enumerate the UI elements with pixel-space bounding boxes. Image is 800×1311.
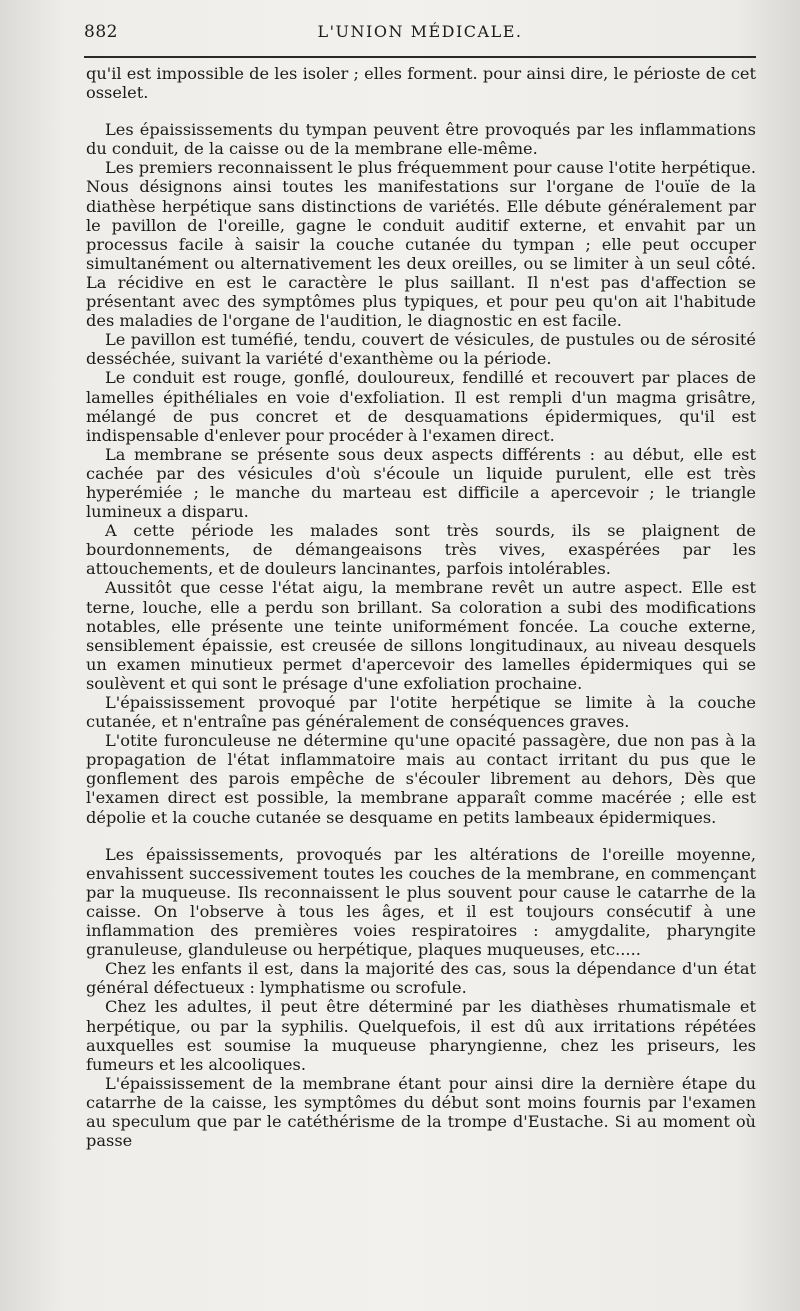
header-rule	[84, 56, 756, 58]
section-gap	[86, 102, 756, 120]
paragraph: L'épaississement provoqué par l'otite herpétique se limite à la couche cutanée, et n'entraîne pas généralement de conséquences graves.	[86, 693, 756, 732]
page-header	[84, 20, 756, 52]
paragraph: Le pavillon est tuméfié, tendu, couvert de vésicules, de pustules ou de sérosité desséchée, suivant la variété d'exanthème ou la période.	[86, 330, 756, 369]
paragraph: qu'il est impossible de les isoler ; elles forment. pour ainsi dire, le périoste de cet osselet.	[86, 64, 756, 103]
paragraph: Chez les enfants il est, dans la majorité des cas, sous la dépendance d'un état général défectueux : lymphatisme ou scrofule.	[86, 959, 756, 998]
paragraph: L'otite furonculeuse ne détermine qu'une opacité passagère, due non pas à la propagation de l'état inflammatoire mais au contact irritant du pus que le gonflement des parois empêche de s'écouler librement au dehors, Dès que l'examen direct est possible, la membrane apparaît comme macérée ; elle est dépolie et la couche cutanée se desquame en petits lambeaux épidermiques.	[86, 731, 756, 827]
paragraph: L'épaississement de la membrane étant pour ainsi dire la dernière étape du catarrhe de la caisse, les symptômes du début sont moins fournis par l'examen au speculum que par le catéthérisme de la trompe d'Eustache. Si au moment où passe	[86, 1073, 756, 1151]
paragraph: Le conduit est rouge, gonflé, douloureux, fendillé et recouvert par places de lamelles épithéliales en voie d'exfoliation. Il est rempli d'un magma grisâtre, mélangé de pus concret et de desquamations épidermiques, qu'il est indispensable d'enlever pour procéder à l'examen direct.	[86, 368, 756, 445]
paragraph: Les épaississements du tympan peuvent être provoqués par les inflammations du conduit, de la caisse ou de la membrane elle-même.	[86, 120, 756, 159]
page-number: 882	[84, 22, 118, 42]
section-gap	[86, 827, 756, 845]
paragraph: A cette période les malades sont très sourds, ils se plaignent de bourdonnements, de démangeaisons très vives, exaspérées par les attouchements, et de douleurs lancinantes, parfois intolérables.	[86, 521, 756, 579]
paragraph: La membrane se présente sous deux aspects différents : au début, elle est cachée par des vésicules d'où s'écoule un liquide purulent, elle est très hyperémiée ; le manche du marteau est difficile a apercevoir ; le triangle lumineux a disparu.	[86, 444, 756, 522]
running-title: L'UNION MÉDICALE.	[317, 22, 523, 41]
paragraph: Les premiers reconnaissent le plus fréquemment pour cause l'otite herpétique. Nous désignons ainsi toutes les manifestations sur l'organe de l'ouïe de la diathèse herpétique sans distinctions de variétés. Elle débute généralement par le pavillon de l'oreille, gagne le conduit auditif externe, et envahit par un processus facile à saisir la couche cutanée du tympan ; elle peut occuper simultanément ou alternativement les deux oreilles, ou se limiter à un seul côté. La récidive en est le caractère le plus saillant. Il n'est pas d'affection se présentant avec des symptômes plus typiques, et pour peu qu'on ait l'habitude des maladies de l'organe de l'audition, le diagnostic en est facile.	[86, 158, 756, 331]
paragraph: Les épaississements, provoqués par les altérations de l'oreille moyenne, envahissent successivement toutes les couches de la membrane, en commençant par la muqueuse. Ils reconnaissent le plus souvent pour cause le catarrhe de la caisse. On l'observe à tous les âges, et il est toujours consécutif à une inflammation des premières voies respiratoires : amygdalite, pharyngite granuleuse, glanduleuse ou herpétique, plaques muqueuses, etc.....	[86, 844, 756, 960]
paragraph: Chez les adultes, il peut être déterminé par les diathèses rhumatismale et herpétique, ou par la syphilis. Quelquefois, il est dû aux irritations répétées auxquelles est soumise la muqueuse pharyngienne, chez les priseurs, les fumeurs et les alcooliques.	[86, 997, 756, 1074]
paragraph: Aussitôt que cesse l'état aigu, la membrane revêt un autre aspect. Elle est terne, louche, elle a perdu son brillant. Sa coloration a subi des modifications notables, elle présente une teinte uniformément foncée. La couche externe, sensiblement épaissie, est creusée de sillons longitudinaux, au niveau desquels un examen minutieux permet d'apercevoir des lamelles épidermiques qui se soulèvent et qui sont le présage d'une exfoliation prochaine.	[86, 578, 756, 693]
body-text	[86, 64, 756, 1150]
